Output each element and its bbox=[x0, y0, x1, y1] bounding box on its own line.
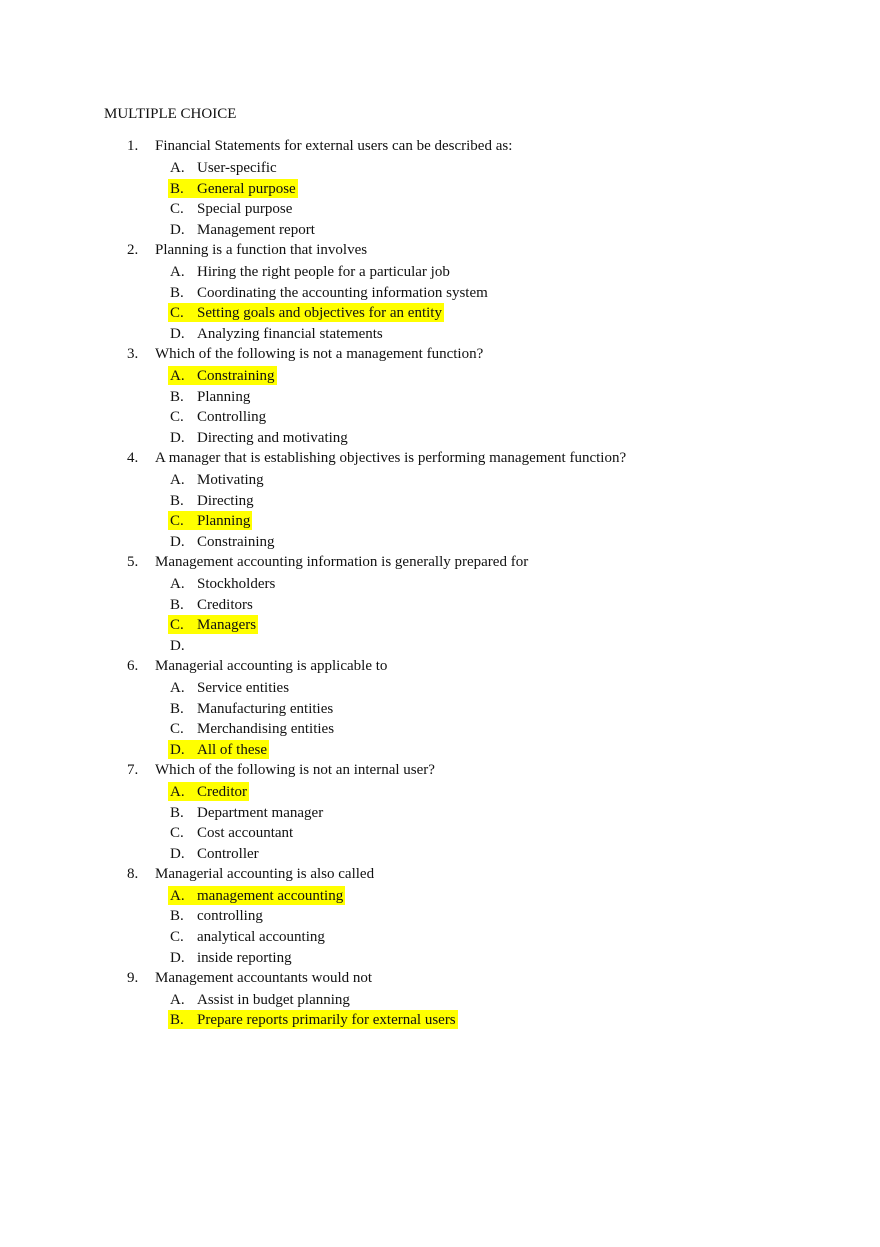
option-text: Directing bbox=[197, 492, 254, 509]
option-body bbox=[168, 387, 252, 406]
option-letter: B. bbox=[170, 284, 184, 301]
option-text: Assist in budget planning bbox=[197, 991, 350, 1008]
option-text: Department manager bbox=[197, 804, 324, 821]
option-body bbox=[168, 324, 385, 343]
option-body bbox=[168, 158, 279, 177]
highlighted-answer bbox=[168, 740, 269, 759]
option-text: Planning bbox=[197, 388, 251, 405]
question-number: 3. bbox=[127, 345, 139, 362]
option-body bbox=[168, 678, 291, 697]
highlighted-answer bbox=[168, 179, 298, 198]
option-letter: C. bbox=[170, 721, 184, 738]
option-letter: D. bbox=[170, 638, 185, 655]
option-letter: A. bbox=[170, 991, 185, 1008]
option-text: Controller bbox=[197, 846, 259, 863]
option-body bbox=[168, 262, 452, 281]
option-letter: C. bbox=[170, 929, 184, 946]
option-letter: B. bbox=[170, 908, 184, 925]
option-text: Managers bbox=[197, 617, 257, 634]
option-letter: D. bbox=[170, 326, 185, 343]
question-text: Management accountants would not bbox=[155, 969, 373, 986]
option-letter: C. bbox=[170, 409, 184, 426]
option-body bbox=[168, 491, 256, 510]
option-body bbox=[168, 948, 294, 967]
question-number: 9. bbox=[127, 969, 139, 986]
option-letter: B. bbox=[170, 180, 184, 197]
option-body bbox=[168, 699, 335, 718]
question-text: Managerial accounting is also called bbox=[155, 865, 375, 882]
option-letter: C. bbox=[170, 825, 184, 842]
option-text: Cost accountant bbox=[197, 825, 294, 842]
option-letter: C. bbox=[170, 617, 184, 634]
section-heading: MULTIPLE CHOICE bbox=[104, 106, 237, 122]
highlighted-answer bbox=[168, 366, 277, 385]
option-text: Constraining bbox=[197, 534, 275, 551]
option-text: Stockholders bbox=[197, 575, 276, 592]
option-body bbox=[168, 470, 266, 489]
option-text: Planning bbox=[197, 513, 251, 530]
option-letter: C. bbox=[170, 513, 184, 530]
option-text: Controlling bbox=[197, 409, 267, 426]
option-text: Constraining bbox=[197, 367, 275, 384]
option-text: General purpose bbox=[197, 180, 296, 197]
option-text: Merchandising entities bbox=[197, 721, 335, 738]
option-body bbox=[168, 574, 277, 593]
option-letter: A. bbox=[170, 263, 185, 280]
option-letter: D. bbox=[170, 950, 185, 967]
question-number: 8. bbox=[127, 865, 139, 882]
option-letter: B. bbox=[170, 388, 184, 405]
option-letter: A. bbox=[170, 575, 185, 592]
option-text: Service entities bbox=[197, 679, 290, 696]
option-letter: B. bbox=[170, 596, 184, 613]
option-letter: D. bbox=[170, 742, 185, 759]
option-text: Creditor bbox=[197, 783, 247, 800]
option-body bbox=[168, 199, 294, 218]
option-body bbox=[168, 636, 199, 655]
option-text: controlling bbox=[197, 908, 263, 925]
option-body bbox=[168, 803, 325, 822]
question-text: Financial Statements for external users can be described as: bbox=[155, 138, 513, 154]
option-body bbox=[168, 719, 336, 738]
option-letter: A. bbox=[170, 887, 185, 904]
option-text: Setting goals and objectives for an entity bbox=[197, 305, 442, 322]
option-body bbox=[168, 927, 327, 946]
highlighted-answer bbox=[168, 782, 249, 801]
option-letter: B. bbox=[170, 804, 184, 821]
highlighted-answer bbox=[168, 1010, 458, 1029]
option-text: Motivating bbox=[197, 471, 264, 488]
question-number: 4. bbox=[127, 449, 139, 466]
question-text: A manager that is establishing objectives is performing management function? bbox=[155, 449, 627, 466]
question-text: Managerial accounting is applicable to bbox=[155, 657, 388, 674]
option-text: Directing and motivating bbox=[197, 430, 348, 447]
option-letter: D. bbox=[170, 534, 185, 551]
option-text: analytical accounting bbox=[197, 929, 325, 946]
option-letter: C. bbox=[170, 201, 184, 218]
option-body bbox=[168, 595, 255, 614]
question-number: 5. bbox=[127, 553, 139, 570]
question-text: Planning is a function that involves bbox=[155, 241, 368, 258]
option-letter: A. bbox=[170, 471, 185, 488]
option-letter: A. bbox=[170, 783, 185, 800]
option-letter: D. bbox=[170, 846, 185, 863]
option-body bbox=[168, 844, 261, 863]
question-number: 2. bbox=[127, 241, 139, 258]
option-text: Creditors bbox=[197, 596, 253, 613]
option-text: User-specific bbox=[197, 159, 277, 176]
option-body bbox=[168, 283, 490, 302]
question-text: Which of the following is not a management function? bbox=[155, 345, 484, 362]
option-body bbox=[168, 220, 317, 239]
option-body bbox=[168, 906, 265, 925]
option-text: Analyzing financial statements bbox=[197, 326, 383, 343]
question-number: 6. bbox=[127, 657, 139, 674]
option-body bbox=[168, 428, 350, 447]
option-text: Prepare reports primarily for external users bbox=[197, 1012, 456, 1029]
highlighted-answer bbox=[168, 511, 252, 530]
option-text: inside reporting bbox=[197, 950, 292, 967]
question-number: 7. bbox=[127, 761, 139, 778]
option-letter: B. bbox=[170, 700, 184, 717]
highlighted-answer bbox=[168, 886, 345, 905]
option-letter: A. bbox=[170, 367, 185, 384]
option-text: Special purpose bbox=[197, 201, 293, 218]
option-body bbox=[168, 407, 268, 426]
option-letter: A. bbox=[170, 159, 185, 176]
question-number: 1. bbox=[127, 138, 139, 154]
highlighted-answer bbox=[168, 615, 258, 634]
option-letter: B. bbox=[170, 1012, 184, 1029]
option-body bbox=[168, 990, 352, 1009]
question-text: Which of the following is not an internal user? bbox=[155, 761, 435, 778]
option-text: Management report bbox=[197, 222, 315, 239]
option-text: Coordinating the accounting information system bbox=[197, 284, 488, 301]
option-letter: B. bbox=[170, 492, 184, 509]
option-text: Manufacturing entities bbox=[197, 700, 334, 717]
option-body bbox=[168, 532, 277, 551]
option-text: All of these bbox=[197, 742, 267, 759]
option-letter: A. bbox=[170, 679, 185, 696]
option-letter: D. bbox=[170, 430, 185, 447]
question-text: Management accounting information is generally prepared for bbox=[155, 553, 529, 570]
option-body bbox=[168, 823, 295, 842]
option-letter: D. bbox=[170, 222, 185, 239]
highlighted-answer bbox=[168, 303, 444, 322]
option-text: Hiring the right people for a particular job bbox=[197, 263, 450, 280]
option-text: management accounting bbox=[197, 887, 344, 904]
option-letter: C. bbox=[170, 305, 184, 322]
